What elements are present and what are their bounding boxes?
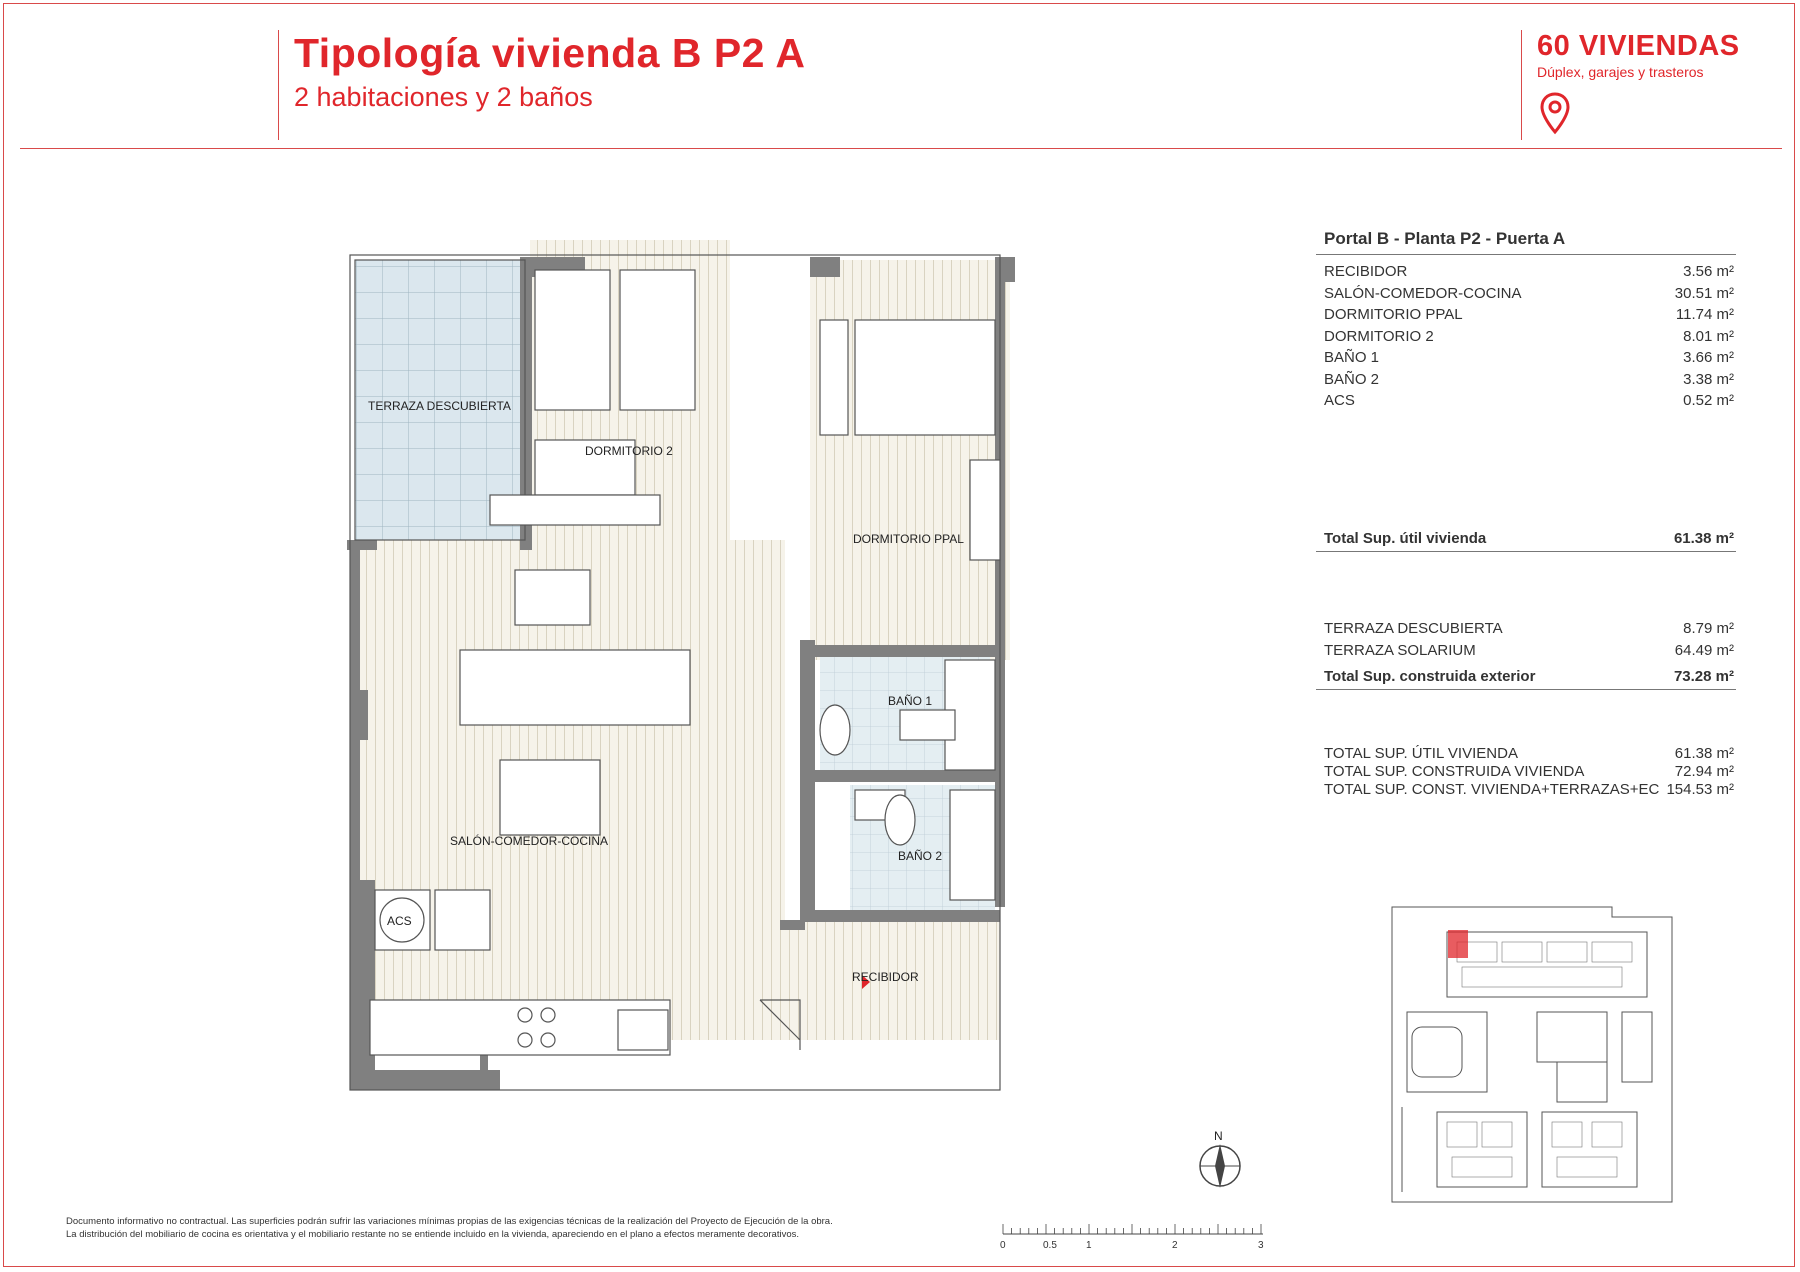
area-row-name: BAÑO 1 <box>1324 349 1380 366</box>
area-row-name: DORMITORIO PPAL <box>1324 306 1463 323</box>
area-row-name: DORMITORIO 2 <box>1324 327 1434 345</box>
exterior-area-list <box>1316 618 1736 661</box>
scale-tick-label: 0 <box>1000 1240 1006 1251</box>
total-util-block <box>1316 527 1736 552</box>
room-label-terraza: TERRAZA DESCUBIERTA <box>368 399 511 413</box>
area-row <box>1316 745 1736 763</box>
area-row-value: 30.51 m² <box>1674 284 1734 302</box>
area-row <box>1316 326 1736 348</box>
floor-plan <box>330 240 1110 1145</box>
area-row-value: 154.53 m² <box>1666 781 1734 798</box>
area-row-name: TOTAL SUP. ÚTIL VIVIENDA <box>1324 745 1518 762</box>
total-exterior-row <box>1316 665 1736 690</box>
room-label-recibidor: RECIBIDOR <box>852 970 919 984</box>
area-row-name: TOTAL SUP. CONST. VIVIENDA+TERRAZAS+EC <box>1324 781 1660 798</box>
area-row-name: BAÑO 2 <box>1324 370 1380 388</box>
area-row-value: 61.38 m² <box>1674 745 1734 762</box>
disclaimer-line-2: La distribución del mobiliario de cocina es orientativa y el mobiliario restante no se entiende incluido en la vivienda, apareciendo en el plano a efectos meramente decorativos. <box>66 1229 799 1240</box>
area-row-value: 72.94 m² <box>1674 763 1734 780</box>
room-label-dormitorio2: DORMITORIO 2 <box>585 444 673 458</box>
area-row-value: 3.38 m² <box>1683 370 1734 388</box>
brand-title: 60 VIVIENDAS <box>1537 30 1740 62</box>
area-row <box>1316 618 1736 640</box>
area-summary-table <box>1316 224 1736 412</box>
area-row <box>1316 304 1736 326</box>
exterior-block <box>1316 618 1736 690</box>
area-row <box>1316 390 1736 412</box>
brand-subtitle: Dúplex, garajes y trasteros <box>1537 64 1704 80</box>
scale-tick-label: 3 <box>1258 1240 1264 1251</box>
area-row <box>1316 347 1736 369</box>
scale-bar-drawing <box>1000 1218 1270 1252</box>
unit-location-heading: Portal B - Planta P2 - Puerta A <box>1316 224 1736 255</box>
area-row-name: TERRAZA DESCUBIERTA <box>1324 620 1503 637</box>
room-label-bano1: BAÑO 1 <box>888 694 933 708</box>
totals-block <box>1316 745 1736 799</box>
area-row-name: TOTAL SUP. CONSTRUIDA VIVIENDA <box>1324 763 1585 780</box>
area-row-value: 3.66 m² <box>1683 349 1734 366</box>
room-label-dormitorio-ppal: DORMITORIO PPAL <box>853 532 964 546</box>
scale-tick-label: 2 <box>1172 1240 1178 1251</box>
total-exterior-label: Total Sup. construida exterior <box>1324 668 1536 685</box>
site-plan <box>1382 902 1682 1217</box>
total-util-row <box>1316 527 1736 552</box>
area-row-value: 64.49 m² <box>1674 641 1734 659</box>
room-label-salon: SALÓN-COMEDOR-COCINA <box>450 834 609 848</box>
area-row-value: 11.74 m² <box>1675 306 1734 323</box>
room-label-acs: ACS <box>387 914 412 928</box>
area-row <box>1316 781 1736 799</box>
total-util-label: Total Sup. útil vivienda <box>1324 530 1487 547</box>
scale-tick-label: 1 <box>1086 1240 1092 1251</box>
area-row <box>1316 763 1736 781</box>
brand-divider <box>1521 30 1522 140</box>
total-exterior-value: 73.28 m² <box>1673 668 1734 685</box>
area-row <box>1316 283 1736 305</box>
room-area-list <box>1316 261 1736 412</box>
north-arrow-icon <box>1192 1124 1252 1199</box>
area-row <box>1316 369 1736 391</box>
page-title: Tipología vivienda B P2 A <box>294 30 806 76</box>
header-divider <box>20 148 1782 149</box>
area-row-value: 3.56 m² <box>1683 263 1734 280</box>
disclaimer-line-1: Documento informativo no contractual. Las superficies podrán sufrir las variaciones mínimas propias de las exigencias técnicas de la realización del Proyecto de Ejecución de la obra. <box>66 1216 833 1227</box>
totals-list <box>1316 745 1736 799</box>
area-row <box>1316 261 1736 283</box>
site-plan-drawing <box>1382 902 1682 1212</box>
location-pin-icon <box>1540 92 1570 141</box>
area-row-value: 0.52 m² <box>1683 392 1734 409</box>
room-label-bano2: BAÑO 2 <box>898 849 943 863</box>
total-util-value: 61.38 m² <box>1673 530 1734 547</box>
area-row <box>1316 640 1736 662</box>
area-row-name: ACS <box>1324 392 1355 409</box>
scale-tick-label: 0.5 <box>1043 1240 1057 1251</box>
page-subtitle: 2 habitaciones y 2 baños <box>294 82 593 112</box>
disclaimer <box>66 1215 1006 1241</box>
title-divider <box>278 30 279 140</box>
floor-plan-drawing <box>330 240 1110 1140</box>
area-row-value: 8.79 m² <box>1683 620 1734 637</box>
area-row-name: TERRAZA SOLARIUM <box>1324 641 1476 659</box>
north-label: N <box>1214 1129 1223 1143</box>
scale-bar <box>1000 1218 1270 1257</box>
area-row-value: 8.01 m² <box>1683 327 1734 345</box>
area-row-name: SALÓN-COMEDOR-COCINA <box>1324 284 1522 302</box>
area-row-name: RECIBIDOR <box>1324 263 1408 280</box>
